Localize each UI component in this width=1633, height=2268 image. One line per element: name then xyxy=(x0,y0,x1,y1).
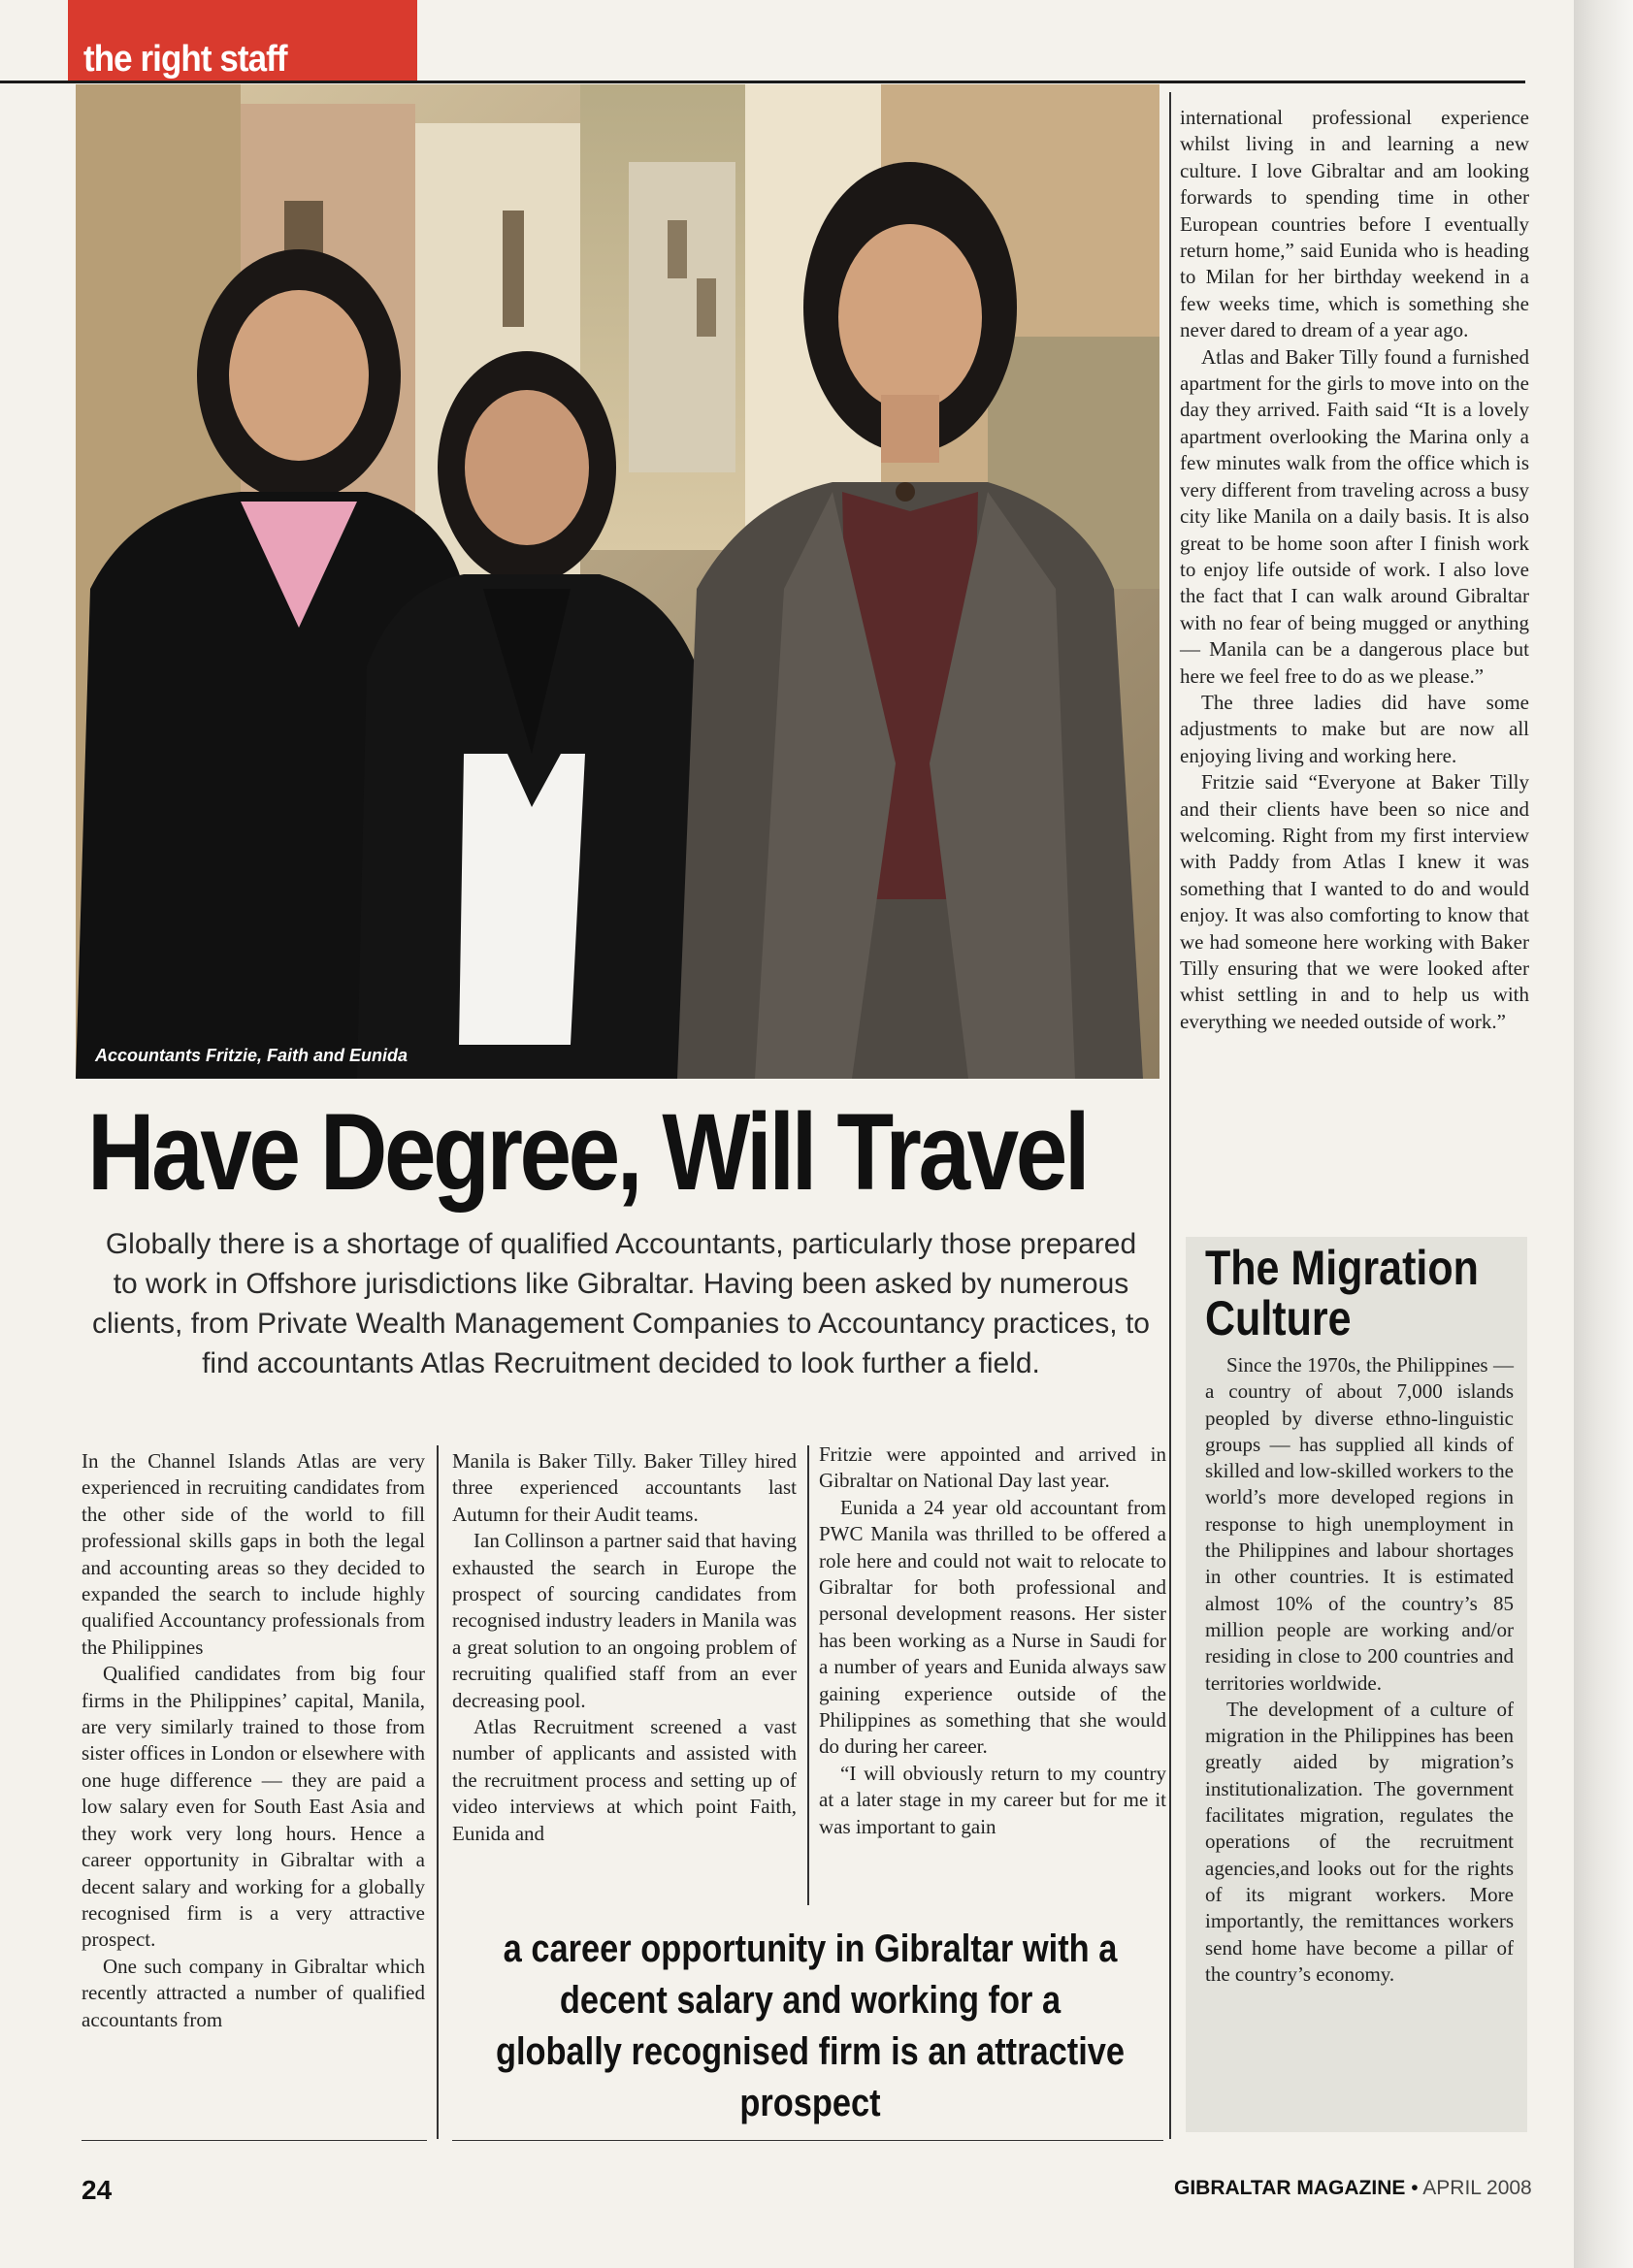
paragraph: Eunida a 24 year old accountant from PWC Manila was thrilled to be offered a role here and could not wait to relocate to Gibraltar for both professional and personal development reasons. Her sister has been working as a Nurse in Saudi for a number of years and Eunida always saw gaining experience outside of the Philippines as something that she would do during her career. xyxy=(819,1495,1166,1759)
page-edge-shadow xyxy=(1574,0,1633,2268)
bottom-rule xyxy=(452,2140,1163,2141)
sidebar-title: The Migration Culture xyxy=(1205,1241,1479,1345)
paragraph: Atlas Recruitment screened a vast number of applicants and assisted with the recruitment process and setting up of video interviews at which point Faith, Eunida and xyxy=(452,1715,797,1845)
article-headline: Have Degree, Will Travel xyxy=(87,1091,1088,1213)
body-column-3 xyxy=(819,1442,1166,1840)
photo-caption: Accountants Fritzie, Faith and Eunida xyxy=(95,1046,408,1065)
body-column-2 xyxy=(452,1448,797,1847)
paragraph: One such company in Gibraltar which recently attracted a number of qualified accountants from xyxy=(82,1954,425,2031)
magazine-name: GIBRALTAR MAGAZINE xyxy=(1174,2177,1406,2199)
staff-photo xyxy=(76,84,1159,1079)
page-number: 24 xyxy=(82,2175,113,2205)
paragraph: Atlas and Baker Tilly found a furnished apartment for the girls to move into on the day they arrived. Faith said “It is a lovely apartment overlooking the Marina only a few minutes walk from the office which is very different from traveling across a busy city like Manila on a daily basis. It is also great to be home soon after I finish work to enjoy life outside of work. I also love the fact that I can walk around Gibraltar with no fear of being mugged or anything — Manila can be a dangerous place but here we feel free to do as we please.” xyxy=(1180,344,1529,688)
top-rule xyxy=(0,81,1525,83)
article-standfirst: Globally there is a shortage of qualified Accountants, particularly those prepared to work in Offshore jurisdictions like Gibraltar. Having been asked by numerous clients, from Private Wealth Management Companies to Accountancy practices, to find accountants Atlas Recruitment decided to look further a field. xyxy=(92,1228,1150,1379)
paragraph: “I will obviously return to my country at a later stage in my career but for me it was important to gain xyxy=(819,1761,1166,1838)
footer-separator: • xyxy=(1411,2177,1419,2199)
magazine-footer xyxy=(1174,2177,1532,2200)
staff-photo-illustration xyxy=(76,84,1159,1079)
paragraph: The development of a culture of migration in the Philippines has been greatly aided by migration’s institutionalization. The government facilitates migration, regulates the operations of the recruitment agencies,and looks out for the rights of its migrant workers. More importantly, the remittances workers send home have become a pillar of the country’s economy. xyxy=(1205,1697,1514,1986)
issue-date: APRIL 2008 xyxy=(1422,2177,1532,2199)
body-column-4 xyxy=(1180,105,1529,1035)
column-divider xyxy=(1169,92,1171,2139)
paragraph: Fritzie said “Everyone at Baker Tilly and their clients have been so nice and welcoming. Right from my first interview with Paddy from Atlas I knew it was something that I wanted to do and would enjoy. It was also comforting to know that we had someone here working with Baker Tilly ensuring that we were looked after whist settling in and to help us with everything we needed outside of work.” xyxy=(1180,770,1529,1033)
body-column-1 xyxy=(82,1448,425,2033)
section-label: the right staff xyxy=(83,39,287,80)
column-divider xyxy=(437,1445,439,2139)
paragraph: In the Channel Islands Atlas are very experienced in recruiting candidates from the other side of the world to fill professional skills gaps in both the legal and accounting areas so they decided to expanded the search to include highly qualified Accountancy professionals from the Philippines xyxy=(82,1449,425,1659)
paragraph: Manila is Baker Tilly. Baker Tilley hired three experienced accountants last Autumn for their Audit teams. xyxy=(452,1449,797,1526)
paragraph: Ian Collinson a partner said that having exhausted the search in Europe the prospect of sourcing candidates from recognised industry leaders in Manila was a great solution to an ongoing problem of recruiting qualified staff from an ever decreasing pool. xyxy=(452,1529,797,1712)
pull-quote: a career opportunity in Gibraltar with a decent salary and working for a globally recognised firm is an attractive prospect xyxy=(495,1928,1126,2124)
bottom-rule xyxy=(82,2140,427,2141)
section-tab xyxy=(68,0,417,83)
paragraph: Since the 1970s, the Philippines — a country of about 7,000 islands peopled by diverse ethno-linguistic groups — has supplied all kinds of skilled and low-skilled workers to the world’s more developed regions in response to high unemployment in the Philippines and labour shortages in other countries. It is estimated almost 10% of the country’s 85 million people are working and/or residing in close to 200 countries and territories worldwide. xyxy=(1205,1353,1514,1695)
paragraph: Fritzie were appointed and arrived in Gibraltar on National Day last year. xyxy=(819,1442,1166,1493)
paragraph: The three ladies did have some adjustments to make but are now all enjoying living and working here. xyxy=(1180,690,1529,767)
sidebar-body xyxy=(1205,1352,1514,1988)
column-divider xyxy=(807,1445,809,1905)
paragraph: Qualified candidates from big four firms in the Philippines’ capital, Manila, are very similarly trained to those from sister offices in London or elsewhere with one huge difference — they are paid a low salary even for South East Asia and they work very long hours. Hence a career opportunity in Gibraltar with a decent salary and working for a globally recognised firm is a very attractive prospect. xyxy=(82,1662,425,1952)
paragraph: international professional experience whilst living in and learning a new culture. I love Gibraltar and am looking forwards to spending time in other European countries before I eventually return home,” said Eunida who is heading to Milan for her birthday weekend in a few weeks time, which is something she never dared to dream of a year ago. xyxy=(1180,106,1529,342)
